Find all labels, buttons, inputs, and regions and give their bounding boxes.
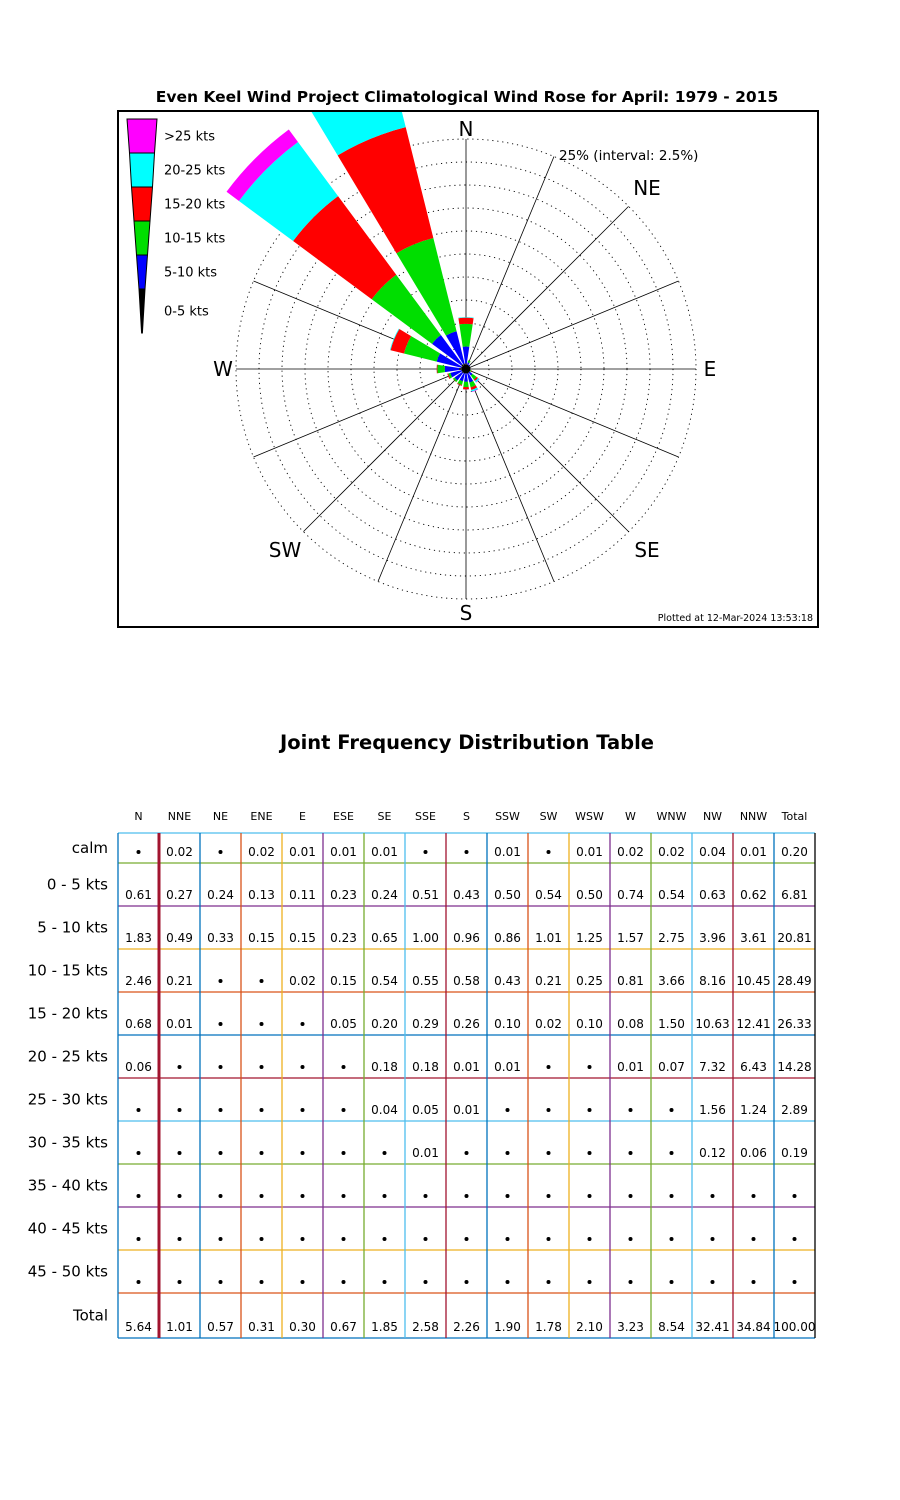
legend-label-20-25-kts: 20-25 kts <box>164 163 226 179</box>
table-cell-r10-c0-dot <box>137 1280 141 1284</box>
table-row-label-40-45-kts: 40 - 45 kts <box>27 1219 108 1238</box>
rose-grid-radial <box>466 157 554 370</box>
compass-label-NE: NE <box>633 176 661 200</box>
table-col-header-NW: NW <box>702 810 723 823</box>
table-col-header-W: W <box>625 810 636 823</box>
joint-frequency-table <box>0 795 900 1355</box>
rose-petal-S-10-15-kts <box>463 382 468 387</box>
table-cell-r5-c10-dot <box>547 1065 551 1069</box>
table-cell-r6-c2-dot <box>219 1108 223 1112</box>
table-cell-r6-c13-dot <box>670 1108 674 1112</box>
compass-label-N: N <box>458 117 474 141</box>
table-cell-r7-c1-dot <box>178 1151 182 1155</box>
table-col-header-SE: SE <box>377 810 392 823</box>
table-cell-r0-c12: 0.02 <box>617 845 644 859</box>
compass-label-SW: SW <box>268 538 302 562</box>
table-cell-r5-c1-dot <box>178 1065 182 1069</box>
table-cell-r5-c9: 0.01 <box>494 1060 521 1074</box>
table-cell-r4-c13: 1.50 <box>658 1017 685 1031</box>
table-cell-r7-c16: 0.19 <box>781 1146 808 1160</box>
table-cell-r10-c7-dot <box>424 1280 428 1284</box>
rose-grid-radial <box>254 369 467 457</box>
table-cell-r6-c11-dot <box>588 1108 592 1112</box>
table-cell-r7-c3-dot <box>260 1151 264 1155</box>
table-col-header-WNW: WNW <box>656 810 687 823</box>
table-cell-r5-c5-dot <box>342 1065 346 1069</box>
rose-grid-radial <box>466 281 679 369</box>
rose-grid-radial <box>466 369 629 532</box>
table-cell-r3-c10: 0.21 <box>535 974 562 988</box>
table-cell-r3-c6: 0.54 <box>371 974 398 988</box>
rose-petal-N-10-15-kts <box>459 324 472 347</box>
table-cell-r9-c11-dot <box>588 1237 592 1241</box>
table-cell-r8-c3-dot <box>260 1194 264 1198</box>
table-cell-r6-c6: 0.04 <box>371 1103 398 1117</box>
table-cell-r0-c2-dot <box>219 850 223 854</box>
rose-grid-radial <box>378 369 466 582</box>
table-cell-r6-c1-dot <box>178 1108 182 1112</box>
table-cell-r7-c15: 0.06 <box>740 1146 767 1160</box>
table-cell-r11-c10: 1.78 <box>535 1320 562 1334</box>
table-cell-r8-c14-dot <box>711 1194 715 1198</box>
table-cell-r0-c11: 0.01 <box>576 845 603 859</box>
table-cell-r3-c8: 0.58 <box>453 974 480 988</box>
table-cell-r4-c2-dot <box>219 1022 223 1026</box>
table-cell-r9-c14-dot <box>711 1237 715 1241</box>
table-cell-r10-c8-dot <box>465 1280 469 1284</box>
table-cell-r0-c6: 0.01 <box>371 845 398 859</box>
table-cell-r11-c6: 1.85 <box>371 1320 398 1334</box>
table-cell-r7-c6-dot <box>383 1151 387 1155</box>
table-cell-r3-c5: 0.15 <box>330 974 357 988</box>
table-cell-r1-c4: 0.11 <box>289 888 316 902</box>
table-cell-r0-c13: 0.02 <box>658 845 685 859</box>
table-cell-r0-c5: 0.01 <box>330 845 357 859</box>
table-cell-r1-c10: 0.54 <box>535 888 562 902</box>
table-cell-r9-c4-dot <box>301 1237 305 1241</box>
table-cell-r11-c15: 34.84 <box>736 1320 771 1334</box>
table-cell-r9-c3-dot <box>260 1237 264 1241</box>
rose-grid-radial <box>303 369 466 532</box>
table-cell-r10-c3-dot <box>260 1280 264 1284</box>
table-cell-r0-c10-dot <box>547 850 551 854</box>
table-cell-r5-c13: 0.07 <box>658 1060 685 1074</box>
table-cell-r3-c7: 0.55 <box>412 974 439 988</box>
table-cell-r3-c11: 0.25 <box>576 974 603 988</box>
legend-label->25-kts: >25 kts <box>164 129 215 145</box>
table-cell-r5-c7: 0.18 <box>412 1060 439 1074</box>
rose-petal-W-5-10-kts <box>445 366 460 372</box>
table-row-label-15-20-kts: 15 - 20 kts <box>27 1004 108 1023</box>
table-cell-r2-c15: 3.61 <box>740 931 767 945</box>
table-cell-r5-c15: 6.43 <box>740 1060 767 1074</box>
table-cell-r2-c4: 0.15 <box>289 931 316 945</box>
table-cell-r2-c7: 1.00 <box>412 931 439 945</box>
table-cell-r9-c15-dot <box>752 1237 756 1241</box>
table-cell-r5-c3-dot <box>260 1065 264 1069</box>
table-cell-r8-c6-dot <box>383 1194 387 1198</box>
table-cell-r3-c4: 0.02 <box>289 974 316 988</box>
table-cell-r8-c15-dot <box>752 1194 756 1198</box>
table-cell-r5-c0: 0.06 <box>125 1060 152 1074</box>
table-cell-r3-c16: 28.49 <box>777 974 812 988</box>
compass-label-E: E <box>703 357 717 381</box>
table-row-label-calm: calm <box>71 839 108 857</box>
rose-grid-radial <box>466 369 554 582</box>
table-cell-r8-c9-dot <box>506 1194 510 1198</box>
table-cell-r4-c5: 0.05 <box>330 1017 357 1031</box>
table-cell-r6-c12-dot <box>629 1108 633 1112</box>
legend-label-15-20-kts: 15-20 kts <box>164 197 226 213</box>
table-cell-r1-c9: 0.50 <box>494 888 521 902</box>
table-cell-r4-c4-dot <box>301 1022 305 1026</box>
table-cell-r0-c14: 0.04 <box>699 845 726 859</box>
table-cell-r1-c16: 6.81 <box>781 888 808 902</box>
rose-grid-radial <box>466 206 629 369</box>
table-row-label-20-25-kts: 20 - 25 kts <box>27 1047 108 1066</box>
table-cell-r10-c6-dot <box>383 1280 387 1284</box>
table-row-label-35-40-kts: 35 - 40 kts <box>27 1176 108 1195</box>
table-cell-r6-c15: 1.24 <box>740 1103 767 1117</box>
table-col-header-S: S <box>463 810 470 823</box>
table-cell-r11-c11: 2.10 <box>576 1320 603 1334</box>
table-cell-r0-c16: 0.20 <box>781 845 808 859</box>
table-cell-r4-c8: 0.26 <box>453 1017 480 1031</box>
table-cell-r5-c6: 0.18 <box>371 1060 398 1074</box>
table-col-header-E: E <box>299 810 306 823</box>
table-cell-r9-c9-dot <box>506 1237 510 1241</box>
table-cell-r8-c11-dot <box>588 1194 592 1198</box>
table-cell-r3-c14: 8.16 <box>699 974 726 988</box>
table-row-label-30-35-kts: 30 - 35 kts <box>27 1133 108 1152</box>
table-cell-r5-c11-dot <box>588 1065 592 1069</box>
compass-label-S: S <box>459 601 473 625</box>
table-col-header-NE: NE <box>212 810 229 823</box>
table-cell-r10-c16-dot <box>793 1280 797 1284</box>
table-cell-r9-c8-dot <box>465 1237 469 1241</box>
table-cell-r9-c6-dot <box>383 1237 387 1241</box>
table-cell-r7-c14: 0.12 <box>699 1146 726 1160</box>
table-cell-r4-c1: 0.01 <box>166 1017 193 1031</box>
table-cell-r1-c1: 0.27 <box>166 888 193 902</box>
table-cell-r4-c14: 10.63 <box>695 1017 730 1031</box>
table-cell-r3-c2-dot <box>219 979 223 983</box>
table-cell-r2-c5: 0.23 <box>330 931 357 945</box>
table-cell-r4-c9: 0.10 <box>494 1017 521 1031</box>
table-cell-r11-c1: 1.01 <box>166 1320 193 1334</box>
table-cell-r4-c15: 12.41 <box>736 1017 771 1031</box>
legend-label-5-10-kts: 5-10 kts <box>164 265 218 281</box>
wind-rose-panel <box>117 110 819 628</box>
legend-swatch-5-10-kts <box>137 255 148 289</box>
table-cell-r6-c0-dot <box>137 1108 141 1112</box>
table-cell-r7-c4-dot <box>301 1151 305 1155</box>
table-row-label-10-15-kts: 10 - 15 kts <box>27 961 108 980</box>
legend-swatch-10-15-kts <box>134 221 150 255</box>
table-cell-r1-c14: 0.63 <box>699 888 726 902</box>
table-cell-r7-c9-dot <box>506 1151 510 1155</box>
table-cell-r2-c10: 1.01 <box>535 931 562 945</box>
table-col-header-SSE: SSE <box>415 810 436 823</box>
table-title: Joint Frequency Distribution Table <box>279 731 655 754</box>
table-cell-r8-c4-dot <box>301 1194 305 1198</box>
table-col-header-ENE: ENE <box>250 810 273 823</box>
table-cell-r2-c0: 1.83 <box>125 931 152 945</box>
legend-label-0-5-kts: 0-5 kts <box>164 304 209 320</box>
table-cell-r9-c1-dot <box>178 1237 182 1241</box>
table-cell-r11-c2: 0.57 <box>207 1320 234 1334</box>
table-cell-r2-c13: 2.75 <box>658 931 685 945</box>
table-cell-r10-c15-dot <box>752 1280 756 1284</box>
table-col-header-Total: Total <box>781 810 808 823</box>
rose-petal-N-15-20-kts <box>458 318 473 325</box>
table-cell-r10-c10-dot <box>547 1280 551 1284</box>
table-cell-r4-c7: 0.29 <box>412 1017 439 1031</box>
table-cell-r4-c11: 0.10 <box>576 1017 603 1031</box>
table-cell-r5-c16: 14.28 <box>777 1060 812 1074</box>
table-cell-r5-c2-dot <box>219 1065 223 1069</box>
rose-scale-annotation: 25% (interval: 2.5%) <box>559 148 699 164</box>
table-cell-r6-c4-dot <box>301 1108 305 1112</box>
table-cell-r8-c16-dot <box>793 1194 797 1198</box>
table-cell-r7-c7: 0.01 <box>412 1146 439 1160</box>
table-cell-r8-c8-dot <box>465 1194 469 1198</box>
table-cell-r1-c5: 0.23 <box>330 888 357 902</box>
rose-footer-timestamp: Plotted at 12-Mar-2024 13:53:18 <box>657 613 813 624</box>
wind-rose-title: Even Keel Wind Project Climatological Wind Rose for April: 1979 - 2015 <box>155 88 779 106</box>
table-cell-r0-c3: 0.02 <box>248 845 275 859</box>
table-cell-r8-c13-dot <box>670 1194 674 1198</box>
table-cell-r11-c3: 0.31 <box>248 1320 275 1334</box>
legend-swatch-15-20-kts <box>132 187 153 221</box>
table-cell-r10-c13-dot <box>670 1280 674 1284</box>
table-cell-r9-c13-dot <box>670 1237 674 1241</box>
table-cell-r5-c4-dot <box>301 1065 305 1069</box>
table-col-header-SW: SW <box>539 810 558 823</box>
table-row-label-45-50-kts: 45 - 50 kts <box>27 1262 108 1281</box>
table-cell-r10-c14-dot <box>711 1280 715 1284</box>
table-cell-r10-c11-dot <box>588 1280 592 1284</box>
table-cell-r7-c5-dot <box>342 1151 346 1155</box>
table-cell-r2-c12: 1.57 <box>617 931 644 945</box>
table-cell-r11-c4: 0.30 <box>289 1320 316 1334</box>
table-cell-r6-c16: 2.89 <box>781 1103 808 1117</box>
rose-petal-W-10-15-kts <box>437 365 445 373</box>
table-cell-r10-c9-dot <box>506 1280 510 1284</box>
table-row-label-5-10-kts: 5 - 10 kts <box>37 918 108 937</box>
table-cell-r11-c14: 32.41 <box>695 1320 730 1334</box>
table-cell-r8-c1-dot <box>178 1194 182 1198</box>
table-cell-r6-c3-dot <box>260 1108 264 1112</box>
table-cell-r7-c0-dot <box>137 1151 141 1155</box>
table-cell-r3-c15: 10.45 <box>736 974 771 988</box>
table-cell-r11-c16: 100.00 <box>773 1320 816 1334</box>
table-cell-r3-c12: 0.81 <box>617 974 644 988</box>
table-cell-r1-c7: 0.51 <box>412 888 439 902</box>
table-cell-r7-c11-dot <box>588 1151 592 1155</box>
table-cell-r1-c2: 0.24 <box>207 888 234 902</box>
table-cell-r1-c12: 0.74 <box>617 888 644 902</box>
table-cell-r4-c3-dot <box>260 1022 264 1026</box>
table-cell-r0-c4: 0.01 <box>289 845 316 859</box>
table-cell-r2-c9: 0.86 <box>494 931 521 945</box>
table-cell-r4-c10: 0.02 <box>535 1017 562 1031</box>
table-cell-r7-c13-dot <box>670 1151 674 1155</box>
table-cell-r11-c0: 5.64 <box>125 1320 152 1334</box>
table-cell-r0-c15: 0.01 <box>740 845 767 859</box>
legend-swatch->25-kts <box>127 119 157 153</box>
table-cell-r2-c8: 0.96 <box>453 931 480 945</box>
table-cell-r1-c0: 0.61 <box>125 888 152 902</box>
wind-rose-chart <box>119 112 817 626</box>
table-col-header-N: N <box>134 810 143 823</box>
table-cell-r3-c3-dot <box>260 979 264 983</box>
table-cell-r0-c0-dot <box>137 850 141 854</box>
table-row-label-0-5-kts: 0 - 5 kts <box>46 875 108 894</box>
table-row-label-Total: Total <box>72 1306 108 1325</box>
table-cell-r7-c8-dot <box>465 1151 469 1155</box>
table-cell-r2-c3: 0.15 <box>248 931 275 945</box>
table-cell-r9-c7-dot <box>424 1237 428 1241</box>
table-cell-r7-c10-dot <box>547 1151 551 1155</box>
table-cell-r9-c16-dot <box>793 1237 797 1241</box>
table-cell-r6-c10-dot <box>547 1108 551 1112</box>
table-cell-r1-c8: 0.43 <box>453 888 480 902</box>
table-cell-r11-c13: 8.54 <box>658 1320 685 1334</box>
table-cell-r11-c12: 3.23 <box>617 1320 644 1334</box>
table-cell-r2-c6: 0.65 <box>371 931 398 945</box>
table-cell-r10-c12-dot <box>629 1280 633 1284</box>
table-cell-r8-c0-dot <box>137 1194 141 1198</box>
table-cell-r2-c1: 0.49 <box>166 931 193 945</box>
table-cell-r1-c11: 0.50 <box>576 888 603 902</box>
table-cell-r2-c11: 1.25 <box>576 931 603 945</box>
table-cell-r1-c15: 0.62 <box>740 888 767 902</box>
table-cell-r10-c5-dot <box>342 1280 346 1284</box>
rose-grid-radial <box>466 369 679 457</box>
table-col-header-NNW: NNW <box>739 810 768 823</box>
table-cell-r6-c9-dot <box>506 1108 510 1112</box>
table-cell-r4-c16: 26.33 <box>777 1017 812 1031</box>
table-cell-r11-c5: 0.67 <box>330 1320 357 1334</box>
table-cell-r8-c12-dot <box>629 1194 633 1198</box>
legend-label-10-15-kts: 10-15 kts <box>164 231 226 247</box>
table-col-header-ESE: ESE <box>333 810 354 823</box>
table-cell-r2-c14: 3.96 <box>699 931 726 945</box>
table-cell-r1-c6: 0.24 <box>371 888 398 902</box>
table-cell-r3-c9: 0.43 <box>494 974 521 988</box>
table-cell-r9-c5-dot <box>342 1237 346 1241</box>
table-cell-r0-c8-dot <box>465 850 469 854</box>
rose-center-dot <box>462 365 471 374</box>
table-cell-r0-c1: 0.02 <box>166 845 193 859</box>
table-cell-r9-c0-dot <box>137 1237 141 1241</box>
table-cell-r10-c2-dot <box>219 1280 223 1284</box>
table-col-header-WSW: WSW <box>575 810 604 823</box>
table-cell-r0-c9: 0.01 <box>494 845 521 859</box>
table-cell-r3-c1: 0.21 <box>166 974 193 988</box>
table-cell-r7-c12-dot <box>629 1151 633 1155</box>
table-cell-r2-c16: 20.81 <box>777 931 812 945</box>
table-cell-r11-c8: 2.26 <box>453 1320 480 1334</box>
table-cell-r9-c2-dot <box>219 1237 223 1241</box>
rose-petal-S-15-20-kts <box>463 387 469 390</box>
table-cell-r1-c13: 0.54 <box>658 888 685 902</box>
table-cell-r6-c8: 0.01 <box>453 1103 480 1117</box>
table-cell-r8-c2-dot <box>219 1194 223 1198</box>
compass-label-W: W <box>213 357 233 381</box>
table-cell-r6-c7: 0.05 <box>412 1103 439 1117</box>
table-cell-r4-c6: 0.20 <box>371 1017 398 1031</box>
table-col-header-NNE: NNE <box>167 810 192 823</box>
table-cell-r8-c10-dot <box>547 1194 551 1198</box>
table-cell-r11-c9: 1.90 <box>494 1320 521 1334</box>
table-cell-r4-c0: 0.68 <box>125 1017 152 1031</box>
table-col-header-SSW: SSW <box>495 810 520 823</box>
table-cell-r2-c2: 0.33 <box>207 931 234 945</box>
table-cell-r5-c8: 0.01 <box>453 1060 480 1074</box>
table-cell-r9-c12-dot <box>629 1237 633 1241</box>
table-cell-r10-c4-dot <box>301 1280 305 1284</box>
table-cell-r8-c5-dot <box>342 1194 346 1198</box>
compass-label-SE: SE <box>634 538 660 562</box>
legend-swatch-20-25-kts <box>130 153 155 187</box>
table-cell-r5-c14: 7.32 <box>699 1060 726 1074</box>
table-cell-r3-c0: 2.46 <box>125 974 152 988</box>
table-cell-r11-c7: 2.58 <box>412 1320 439 1334</box>
table-cell-r1-c3: 0.13 <box>248 888 275 902</box>
table-row-label-25-30-kts: 25 - 30 kts <box>27 1090 108 1109</box>
table-cell-r7-c2-dot <box>219 1151 223 1155</box>
legend-swatch-0-5-kts <box>139 289 145 333</box>
table-cell-r5-c12: 0.01 <box>617 1060 644 1074</box>
table-cell-r8-c7-dot <box>424 1194 428 1198</box>
table-cell-r6-c5-dot <box>342 1108 346 1112</box>
table-cell-r10-c1-dot <box>178 1280 182 1284</box>
table-cell-r3-c13: 3.66 <box>658 974 685 988</box>
table-cell-r9-c10-dot <box>547 1237 551 1241</box>
table-cell-r4-c12: 0.08 <box>617 1017 644 1031</box>
table-cell-r0-c7-dot <box>424 850 428 854</box>
table-cell-r6-c14: 1.56 <box>699 1103 726 1117</box>
